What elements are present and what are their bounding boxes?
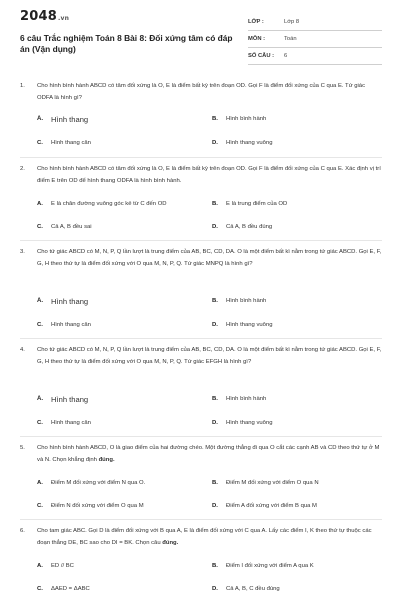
option-letter: B. [212, 201, 218, 207]
question-text [37, 247, 382, 270]
option-text: Cả A, B đều đúng [226, 224, 273, 230]
option-a[interactable] [37, 296, 88, 307]
option-a[interactable] [37, 114, 88, 125]
option-letter: B. [212, 563, 218, 569]
option-text: Hình thang [51, 395, 89, 404]
question-stem: Cho tam giác ABC. Gọi D là điểm đối xứng với B qua A, E là điểm đối xứng với C qua A. Lấy các điểm I, K theo thứ tự thuộc các đoạn thẳng DE, BC sao cho DI = BK. Chọn câu [37, 528, 372, 546]
logo-suffix: .vn [57, 15, 70, 22]
question-5 [20, 443, 382, 466]
option-c[interactable] [37, 138, 91, 149]
option-b[interactable] [212, 296, 266, 307]
option-a[interactable] [37, 199, 167, 210]
option-letter: C. [37, 503, 43, 509]
question-number: 2. [20, 166, 25, 172]
option-b[interactable] [212, 561, 314, 572]
option-c[interactable] [37, 418, 91, 429]
option-c[interactable] [37, 320, 91, 331]
option-d[interactable] [212, 501, 317, 512]
option-letter: B. [212, 480, 218, 486]
meta-row-count [248, 48, 382, 65]
question-text [37, 526, 382, 549]
option-d[interactable] [212, 320, 273, 331]
question-stem: Cho hình bình hành ABCD, O là giao điểm của hai đường chéo. Một đường thẳng đi qua O cắt các cạnh AB và CD theo thứ tự ở M và N. Chọn khẳng định [37, 445, 380, 463]
option-text: E là chân đường vuông góc kẻ từ C đến OD [51, 201, 167, 207]
option-a[interactable] [37, 478, 145, 489]
option-text: ED // BC [51, 563, 74, 569]
meta-value: Lớp 8 [284, 19, 300, 25]
option-text: ΔAED = ΔABC [51, 586, 90, 592]
question-6 [20, 526, 382, 549]
meta-label: SỐ CÂU : [248, 53, 275, 59]
question-emphasis: đúng. [162, 539, 179, 546]
option-letter: D. [212, 420, 218, 426]
option-letter: A. [37, 563, 43, 569]
option-d[interactable] [212, 222, 272, 233]
meta-label: LỚP : [248, 19, 264, 25]
option-c[interactable] [37, 501, 144, 512]
logo-text: 2048 [20, 9, 57, 24]
question-divider [20, 338, 382, 339]
option-letter: B. [212, 396, 218, 402]
option-text: Hình thang cân [51, 420, 91, 426]
option-text: Hình bình hành [226, 396, 267, 402]
worksheet-meta [248, 14, 382, 65]
meta-label: MÔN : [248, 36, 266, 42]
meta-row-class [248, 14, 382, 31]
question-text [37, 345, 382, 368]
option-letter: D. [212, 224, 218, 230]
option-letter: A. [37, 116, 43, 122]
question-text [37, 164, 382, 187]
option-letter: D. [212, 140, 218, 146]
meta-value: 6 [284, 53, 288, 59]
question-3 [20, 247, 382, 270]
question-number: 3. [20, 249, 25, 255]
option-b[interactable] [212, 394, 266, 405]
question-emphasis: đúng. [98, 456, 115, 463]
option-letter: A. [37, 396, 43, 402]
option-text: Điểm A đối xứng với điểm B qua M [226, 503, 317, 509]
question-4 [20, 345, 382, 368]
option-text: Hình thang cân [51, 140, 91, 146]
option-letter: D. [212, 586, 218, 592]
option-text: Hình thang [51, 115, 89, 124]
option-text: Hình thang [51, 297, 89, 306]
question-divider [20, 240, 382, 241]
option-a[interactable] [37, 394, 88, 405]
question-text [37, 81, 382, 104]
option-text: Cả A, B đều sai [51, 224, 92, 230]
option-letter: C. [37, 140, 43, 146]
question-2 [20, 164, 382, 187]
meta-row-subject [248, 31, 382, 48]
question-stem: Cho hình bình hành ABCD có tâm đối xứng là O, E là điểm bất kỳ trên đoạn OD. Gọi F là điểm đối xứng của C qua E. Xác định vị trí điểm E trên OD để hình thang ODFA là hình bình hành. [37, 166, 381, 184]
question-number: 4. [20, 347, 25, 353]
page-title: 6 câu Trắc nghiệm Toán 8 Bài 8: Đối xứng tâm có đáp án (Vận dụng) [20, 33, 233, 54]
option-b[interactable] [212, 478, 319, 489]
question-divider [20, 519, 382, 520]
option-b[interactable] [212, 114, 266, 125]
option-letter: A. [37, 201, 43, 207]
question-number: 5. [20, 445, 25, 451]
option-letter: C. [37, 420, 43, 426]
question-stem: Cho tứ giác ABCD có M, N, P, Q lần lượt là trung điểm của AB, BC, CD, DA. O là một điểm bất kì nằm trong tứ giác ABCD. Gọi E, F, G, H theo thứ tự là điểm đối xứng với O qua M, N, P, Q. Tứ giác EFGH là hình gì? [37, 347, 382, 365]
option-b[interactable] [212, 199, 287, 210]
meta-value: Toán [284, 36, 297, 42]
option-letter: C. [37, 586, 43, 592]
question-1 [20, 81, 382, 104]
option-letter: D. [212, 322, 218, 328]
option-text: Hình bình hành [226, 298, 267, 304]
option-text: Hình thang vuông [226, 322, 273, 328]
site-logo[interactable] [20, 9, 69, 24]
question-text [37, 443, 382, 466]
option-text: Điểm I đối xứng với điểm A qua K [226, 563, 314, 569]
option-c[interactable] [37, 222, 92, 233]
option-text: Hình bình hành [226, 116, 267, 122]
option-letter: A. [37, 298, 43, 304]
question-stem: Cho hình bình hành ABCD có tâm đối xứng là O, E là điểm bất kỳ trên đoạn OD. Gọi F là điểm đối xứng của C qua E. Tứ giác ODFA là hình gì? [37, 83, 366, 101]
option-d[interactable] [212, 418, 273, 429]
option-d[interactable] [212, 584, 280, 595]
question-number: 1. [20, 83, 25, 89]
question-divider [20, 157, 382, 158]
question-stem: Cho tứ giác ABCD có M, N, P, Q lần lượt là trung điểm của AB, BC, CD, DA. O là một điểm bất kì nằm trong tứ giác ABCD. Gọi E, F, G, H theo thứ tự là điểm đối xứng với O qua M, N, P, Q. Tứ giác MNPQ là hình gì? [37, 249, 382, 267]
option-d[interactable] [212, 138, 273, 149]
option-text: Hình thang vuông [226, 420, 273, 426]
option-text: Cả A, B, C đều đúng [226, 586, 280, 592]
question-number: 6. [20, 528, 25, 534]
option-letter: D. [212, 503, 218, 509]
option-letter: C. [37, 322, 43, 328]
option-letter: B. [212, 298, 218, 304]
option-text: Hình thang vuông [226, 140, 273, 146]
option-c[interactable] [37, 584, 90, 595]
option-text: Điểm M đối xứng với điểm O qua N [226, 480, 319, 486]
option-text: Điểm M đối xứng với điểm N qua O. [51, 480, 146, 486]
option-letter: B. [212, 116, 218, 122]
option-a[interactable] [37, 561, 74, 572]
option-text: Điểm N đối xứng với điểm O qua M [51, 503, 144, 509]
option-letter: C. [37, 224, 43, 230]
question-divider [20, 436, 382, 437]
option-text: Hình thang cân [51, 322, 91, 328]
option-text: E là trung điểm của OD [226, 201, 288, 207]
option-letter: A. [37, 480, 43, 486]
